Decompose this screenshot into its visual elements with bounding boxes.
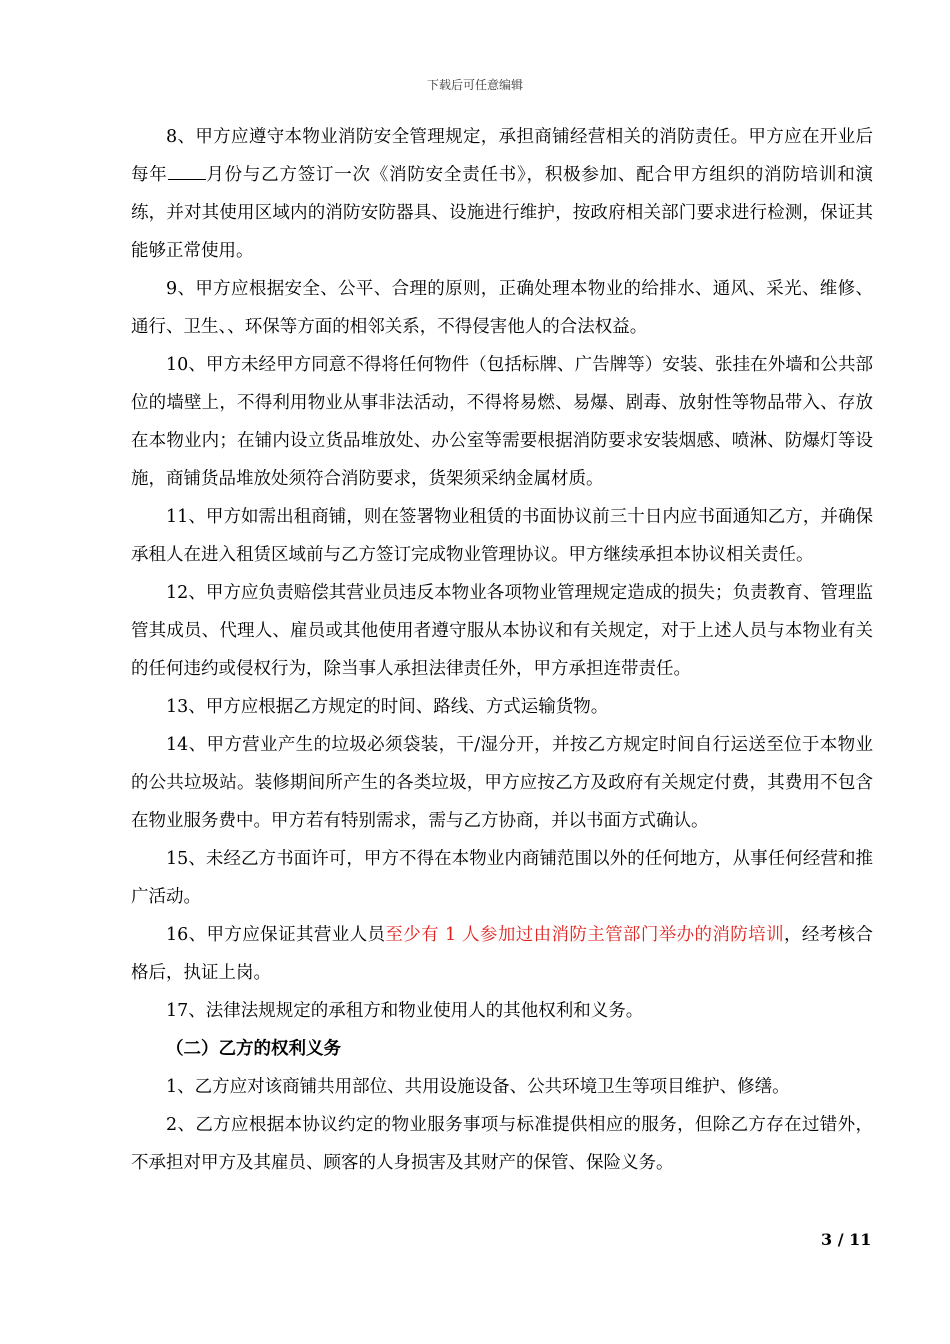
clause-8-text-b: 月份与乙方签订一次《消防安全责任书》，积极参加、配合甲方组织的消防培训和演练，并对其使用区域内的消防安防器具、设施进行维护，按政府相关部门要求进行检测，保证其能够正常使用。 [131, 165, 874, 261]
section-heading: （二）乙方的权利义务 [166, 1039, 341, 1059]
clause-9: 9、甲方应根据安全、公平、合理的原则，正确处理本物业的给排水、通风、采光、维修、通行、卫生、、环保等方面的相邻关系，不得侵害他人的合法权益。 [131, 279, 873, 337]
clause-16 [131, 916, 873, 992]
clause-13: 13、甲方应根据乙方规定的时间、路线、方式运输货物。 [166, 697, 609, 717]
clause-16-highlight: 至少有 1 人参加过由消防主管部门举办的消防培训 [385, 925, 784, 945]
clause-16-text-a: 16、甲方应保证其营业人员 [166, 925, 386, 945]
clause-14: 14、甲方营业产生的垃圾必须袋装，干/湿分开，并按乙方规定时间自行运送至位于本物业的公共垃圾站。装修期间所产生的各类垃圾，甲方应按乙方及政府有关规定付费，其费用不包含在物业服务费中。甲方若有特别需求，需与乙方协商，并以书面方式确认。 [131, 735, 873, 831]
clause-17: 17、法律法规规定的承租方和物业使用人的其他权利和义务。 [166, 1001, 644, 1021]
clause-11: 11、甲方如需出租商铺，则在签署物业租赁的书面协议前三十日内应书面通知乙方，并确保承租人在进入租赁区域前与乙方签订完成物业管理协议。甲方继续承担本协议相关责任。 [131, 507, 873, 565]
document-body [131, 118, 873, 1182]
clause-8 [131, 118, 873, 270]
party-b-clause-2: 2、乙方应根据本协议约定的物业服务事项与标准提供相应的服务，但除乙方存在过错外，不承担对甲方及其雇员、顾客的人身损害及其财产的保管、保险义务。 [131, 1115, 873, 1173]
clause-8-text-a: 8、甲方应遵守本物业消防安全管理规定，承担商铺经营相关的消防责任。甲方应在开业后每年 [131, 127, 873, 185]
clause-10: 10、甲方未经甲方同意不得将任何物件（包括标牌、广告牌等）安装、张挂在外墙和公共部位的墙壁上，不得利用物业从事非法活动，不得将易燃、易爆、剧毒、放射性等物品带入、存放在本物业内；在铺内设立货品堆放处、办公室等需要根据消防要求安装烟感、喷淋、防爆灯等设施，商铺货品堆放处须符合消防要求，货架须采纳金属材质。 [131, 355, 873, 489]
clause-16-text-b: ，经考核合格后，执证上岗。 [131, 925, 873, 983]
clause-12: 12、甲方应负责赔偿其营业员违反本物业各项物业管理规定造成的损失；负责教育、管理监管其成员、代理人、雇员或其他使用者遵守服从本协议和有关规定，对于上述人员与本物业有关的任何违约或侵权行为，除当事人承担法律责任外，甲方承担连带责任。 [131, 583, 873, 679]
clause-15: 15、未经乙方书面许可，甲方不得在本物业内商铺范围以外的任何地方，从事任何经营和推广活动。 [131, 849, 873, 907]
page-header: 下载后可任意编辑 [426, 78, 523, 92]
blank-line [168, 161, 206, 180]
page-number: 3 / 11 [821, 1230, 872, 1249]
party-b-clause-1: 1、乙方应对该商铺共用部位、共用设施设备、公共环境卫生等项目维护、修缮。 [166, 1077, 790, 1097]
